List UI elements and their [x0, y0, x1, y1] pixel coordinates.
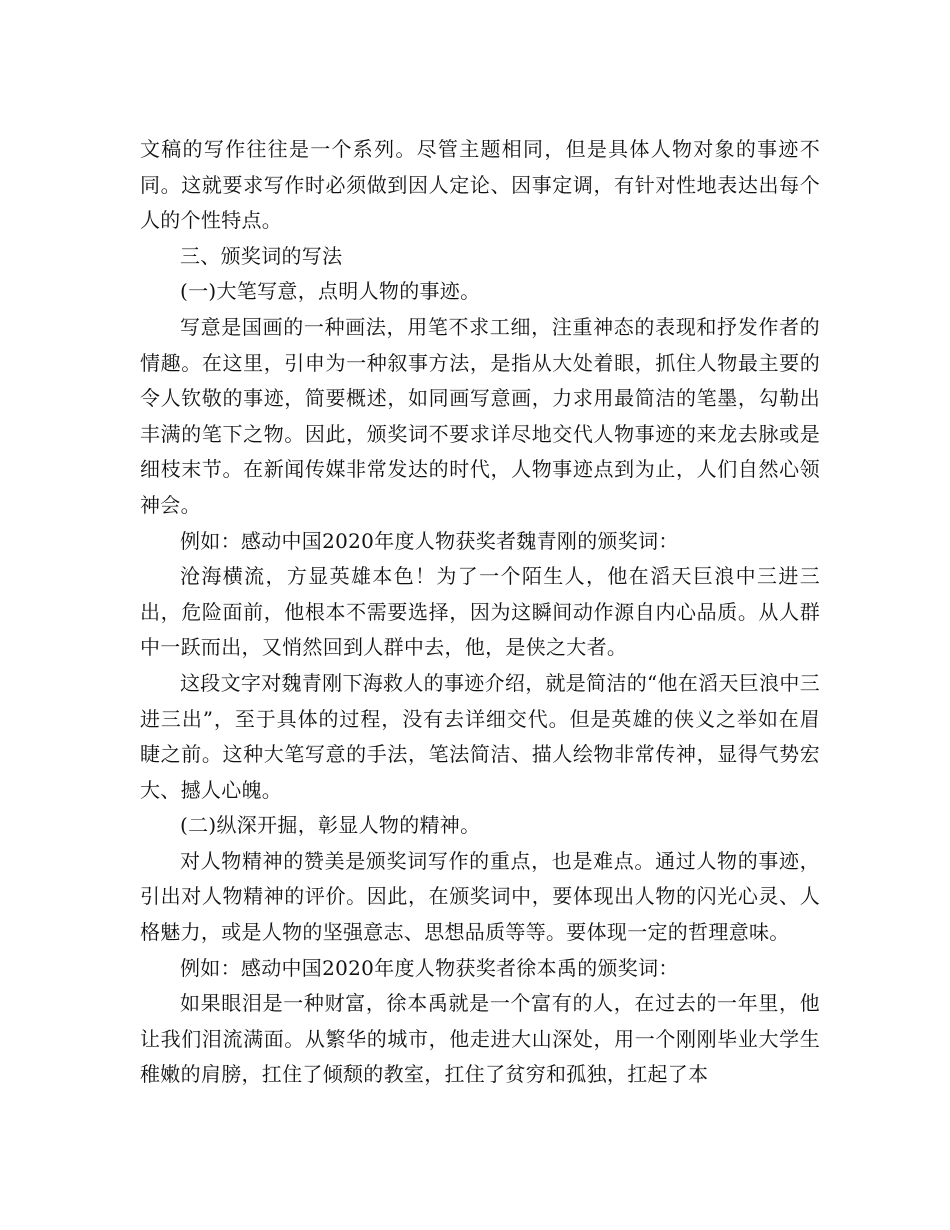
paragraph-continuation: 文稿的写作往往是一个系列。尽管主题相同，但是具体人物对象的事迹不同。这就要求写作时必须做到因人定论、因事定调，有针对性地表达出每个人的个性特点。 — [140, 137, 820, 233]
paragraph-spirit-explanation: 对人物精神的赞美是颁奖词写作的重点，也是难点。通过人物的事迹，引出对人物精神的评价。因此，在颁奖词中，要体现出人物的闪光心灵、人格魅力，或是人物的坚强意志、思想品质等等。要体现一定的哲理意味。 — [140, 848, 820, 945]
quote-xu-benyu: 如果眼泪是一种财富，徐本禹就是一个富有的人，在过去的一年里，他让我们泪流满面。从繁华的城市，他走进大山深处，用一个刚刚毕业大学生稚嫩的肩膀，扛住了倾颓的教室，扛住了贫穷和孤独，扛起了本 — [140, 991, 820, 1087]
section-heading-writing-method: 三、颁奖词的写法 — [180, 243, 343, 268]
subsection-heading-2: (二)纵深开掘，彰显人物的精神。 — [180, 813, 481, 838]
example-intro-xu-benyu: 例如：感动中国2020年度人物获奖者徐本禹的颁奖词： — [180, 955, 679, 980]
paragraph-analysis-wei-qinggang: 这段文字对魏青刚下海救人的事迹介绍，就是简洁的“他在滔天巨浪中三进三出”，至于具体的过程，没有去详细交代。但是英雄的侠义之举如在眉睫之前。这种大笔写意的手法，笔法简洁、描人绘物非常传神，显得气势宏大、撼人心魄。 — [140, 670, 820, 802]
subsection-heading-1: (一)大笔写意，点明人物的事迹。 — [180, 279, 481, 304]
example-intro-wei-qinggang: 例如：感动中国2020年度人物获奖者魏青刚的颁奖词： — [180, 528, 679, 553]
document-body — [140, 132, 820, 1093]
paragraph-freehand-explanation: 写意是国画的一种画法，用笔不求工细，注重神态的表现和抒发作者的情趣。在这里，引申为一种叙事方法，是指从大处着眼，抓住人物最主要的令人钦敬的事迹，简要概述，如同画写意画，力求用最简洁的笔墨，勾勒出丰满的笔下之物。因此，颁奖词不要求详尽地交代人物事迹的来龙去脉或是细枝末节。在新闻传媒非常发达的时代，人物事迹点到为止，人们自然心领神会。 — [140, 314, 820, 517]
quote-wei-qinggang: 沧海横流，方显英雄本色！为了一个陌生人，他在滔天巨浪中三进三出，危险面前，他根本不需要选择，因为这瞬间动作源自内心品质。从人群中一跃而出，又悄然回到人群中去，他，是侠之大者。 — [140, 564, 820, 660]
